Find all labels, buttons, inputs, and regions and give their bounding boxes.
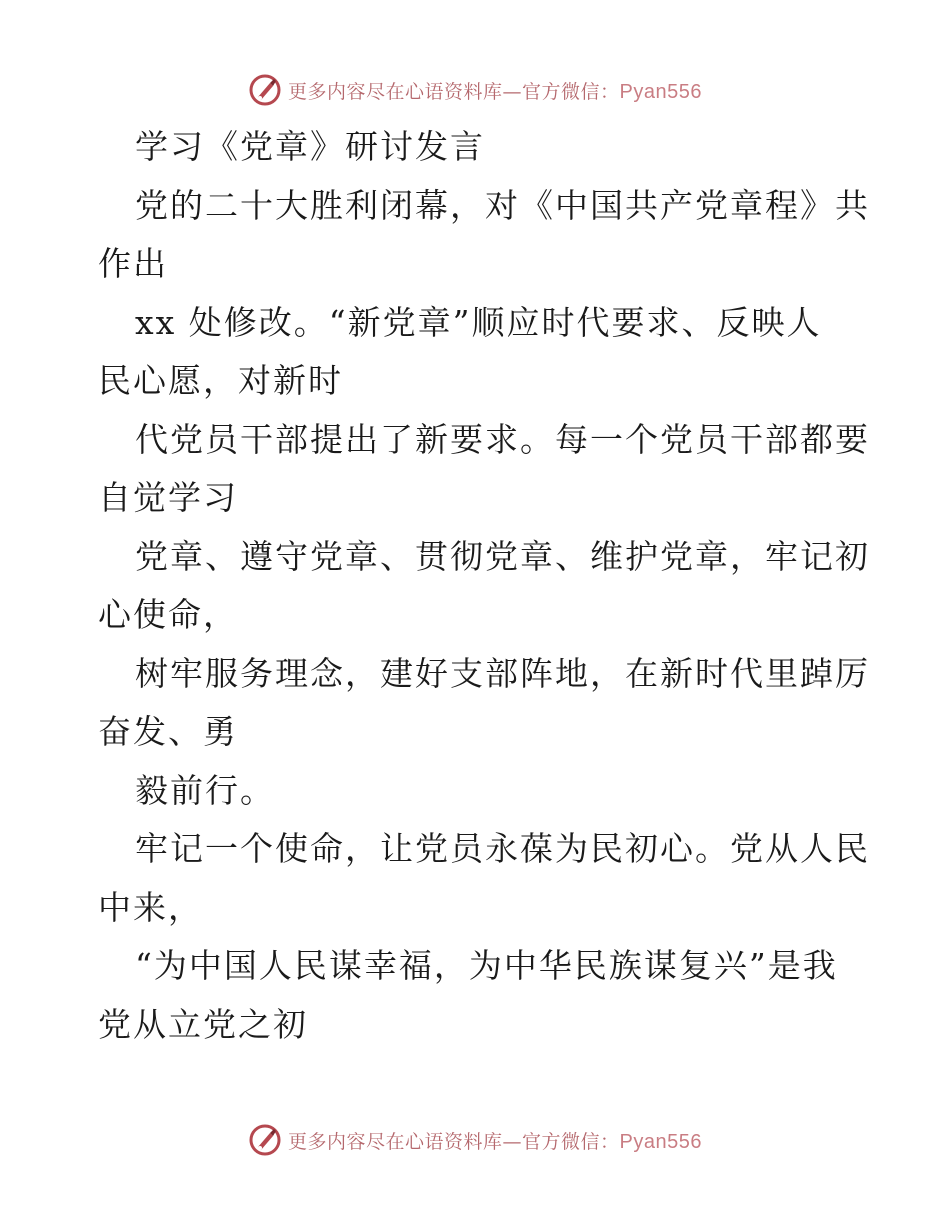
text-line: 牢记一个使命，让党员永葆为民初心。党从人民: [135, 829, 870, 868]
text-line: xx 处修改。“新党章”顺应时代要求、反映人: [135, 302, 822, 342]
footer-watermark: [0, 1120, 950, 1160]
text-line: 中来，: [98, 887, 203, 927]
header-watermark: [0, 70, 950, 110]
text-line: 党从立党之初: [98, 1004, 308, 1044]
fountain-pen-logo-icon: [248, 1123, 282, 1157]
text-line: “为中国人民谋幸福，为中华民族谋复兴”是我: [135, 946, 838, 985]
text-line: 毅前行。: [135, 770, 275, 810]
text-line: 民心愿，对新时: [98, 361, 343, 400]
text-line: 奋发、勇: [98, 712, 238, 751]
text-line: 代党员干部提出了新要求。每一个党员干部都要: [135, 419, 870, 459]
text-line: 树牢服务理念，建好支部阵地，在新时代里踔厉: [135, 653, 870, 693]
text-line: 心使命，: [98, 595, 238, 634]
text-line: 自觉学习: [98, 478, 238, 517]
watermark-label: 更多内容尽在心语资料库—官方微信：: [288, 80, 620, 103]
document-title: 学习《党章》研讨发言: [135, 127, 485, 166]
watermark-wechat-id: Pyan556: [619, 80, 702, 103]
watermark-label: 更多内容尽在心语资料库—官方微信：: [288, 1130, 620, 1153]
watermark-text: [288, 77, 702, 104]
text-line: 党的二十大胜利闭幕，对《中国共产党章程》共: [135, 185, 870, 225]
text-line: 作出: [98, 244, 168, 283]
document-body: [98, 118, 870, 1054]
watermark-wechat-id: Pyan556: [619, 1130, 702, 1153]
text-line: 党章、遵守党章、贯彻党章、维护党章，牢记初: [135, 536, 870, 576]
fountain-pen-logo-icon: [248, 73, 282, 107]
watermark-text: [288, 1127, 702, 1154]
